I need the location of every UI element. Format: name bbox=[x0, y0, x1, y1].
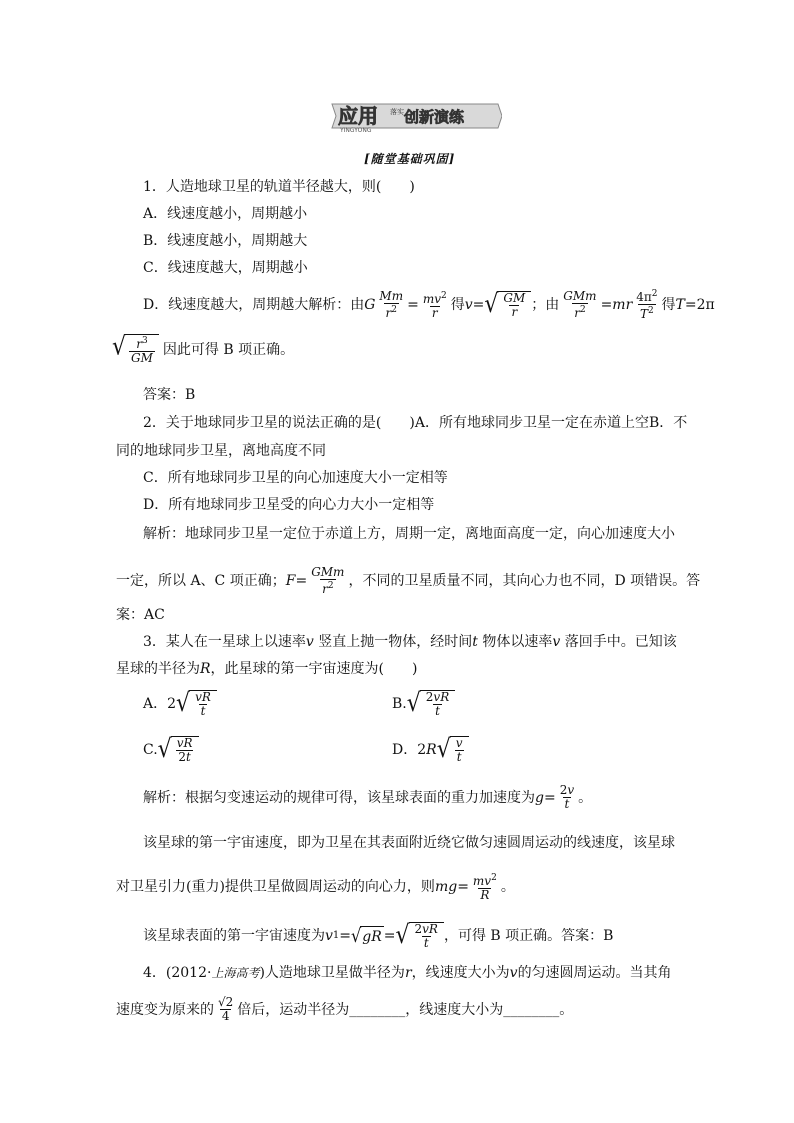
q1-option-d-prefix: D．线速度越大，周期越大解析：由 bbox=[143, 296, 365, 313]
formula-gmm-fraction: $\frac{\text{GMm}}{r^2}$ bbox=[563, 288, 597, 320]
q4-line-1c: ，线速度大小为 bbox=[411, 965, 510, 981]
q3-line-1a: 3．某人在一星球上以速率 bbox=[143, 634, 306, 650]
q2-option-d: D．所有地球同步卫星受的向心力大小一定相等 bbox=[143, 497, 435, 513]
banner-rest-text: 创新演练 bbox=[404, 108, 465, 126]
q3-line-1c: 物体以速率 bbox=[482, 634, 553, 650]
formula-gravity-fraction: $\frac{Mm}{r^2}$ bbox=[379, 288, 404, 320]
q1-conclusion: 因此可得 B 项正确。 bbox=[162, 341, 295, 358]
q3-explanation-3: 对卫星引力(重力)提供卫星做圆周运动的向心力，则 mg = $\frac{mv^2}{R}$ 。 bbox=[116, 873, 515, 902]
q3-explanation-3-text: 对卫星引力(重力)提供卫星做圆周运动的向心力，则 bbox=[116, 879, 435, 895]
section-banner bbox=[330, 100, 502, 132]
banner-small-text: 落实 bbox=[390, 108, 404, 116]
q3-option-b-label: B. bbox=[392, 696, 407, 712]
q3-line-2b: ，此星球的第一宇宙速度为( ) bbox=[210, 661, 418, 677]
q1-answer: 答案：B bbox=[143, 387, 196, 403]
q3-line-2: 星球的半径为R，此星球的第一宇宙速度为( ) bbox=[116, 661, 418, 677]
q3-option-c: C. √ $\frac{vR}{2t}$ bbox=[143, 736, 199, 764]
formula-sqrt2-over-4: $\frac{√2}{4}$ bbox=[218, 995, 234, 1023]
formula-period-fraction: $\frac{4\pi^2}{T^2}$ bbox=[636, 289, 658, 321]
q3-explanation-4a: 该星球表面的第一宇宙速度为 bbox=[143, 928, 325, 944]
formula-period-sqrt: √ $\frac{r^3}{GM}$ bbox=[112, 334, 159, 365]
formula-mg-fraction: $\frac{mv^2}{R}$ bbox=[472, 873, 497, 902]
formula-force-fraction: $\frac{\text{GMm}}{r^2}$ bbox=[311, 565, 345, 596]
q4-line-1b: )人造地球卫星做半径为 bbox=[259, 965, 405, 981]
q3-option-a: A．2 √ $\frac{vR}{t}$ bbox=[143, 690, 217, 718]
q4-line-1a: 4．(2012· bbox=[143, 965, 212, 981]
q3-explanation-1-text: 解析：根据匀变速运动的规律可得，该星球表面的重力加速度为 bbox=[143, 789, 535, 806]
q1-option-a: A．线速度越小，周期越小 bbox=[143, 206, 308, 222]
q1-conclusion-line bbox=[112, 334, 294, 365]
formula-g-fraction: $\frac{2v}{t}$ bbox=[559, 783, 575, 811]
q2-line-1: 2．关于地球同步卫星的说法正确的是( )A．所有地球同步卫星一定在赤道上空B．不 bbox=[143, 415, 688, 431]
q1-stem: 1．人造地球卫星的轨道半径越大，则( ) bbox=[143, 179, 415, 195]
q1-then-1: 得 bbox=[450, 296, 465, 313]
formula-centripetal-fraction: $\frac{mv^2}{r}$ bbox=[422, 290, 447, 320]
q3-option-c-label: C. bbox=[143, 742, 158, 758]
q2-explanation-2: 一定，所以 A、C 项正确； F = $\frac{\text{GMm}}{r^2}$ ，不同的卫星质量不同，其向心力也不同，D 项错误。答 bbox=[116, 565, 701, 596]
q3-line-1b: 竖直上抛一物体，经时间 bbox=[318, 634, 473, 650]
banner-graphic bbox=[330, 100, 502, 132]
q3-line-1: 3．某人在一星球上以速率v 竖直上抛一物体，经时间t 物体以速率v 落回手中。已知该 bbox=[143, 634, 677, 650]
q3-option-d-label: D．2 bbox=[392, 742, 427, 758]
q3-explanation-1: 解析：根据匀变速运动的规律可得，该星球表面的重力加速度为 g = $\frac{2v}{t}$ 。 bbox=[143, 783, 593, 811]
q3-line-2a: 星球的半径为 bbox=[116, 661, 200, 677]
q2-explanation-3: 案：AC bbox=[116, 607, 165, 623]
formula-velocity-sqrt: √ $\frac{GM}{r}$ bbox=[484, 291, 531, 319]
q2-explanation-1: 解析：地球同步卫星一定位于赤道上方，周期一定，离地面高度一定，向心加速度大小 bbox=[143, 526, 675, 542]
q3-explanation-4b: ，可得 B 项正确。答案：B bbox=[443, 928, 614, 944]
q3-option-a-label: A．2 bbox=[143, 696, 177, 712]
q3-explanation-4: 该星球表面的第一宇宙速度为 v 1 = √ gR = √ $\frac{2vR}{t}$ ，可得 B 项正确。答案：B bbox=[143, 921, 614, 950]
q4-line-2 bbox=[116, 996, 573, 1023]
q1-then-2: 得 bbox=[661, 296, 676, 313]
q3-option-d: D．2 R √ $\frac{v}{t}$ bbox=[392, 736, 469, 764]
q2-explanation-2a: 一定，所以 A、C 项正确； bbox=[116, 573, 286, 589]
q4-line-2b: 倍后，运动半径为________，线速度大小为________。 bbox=[237, 1001, 574, 1018]
section-label: [随堂基础巩固] bbox=[364, 152, 456, 166]
q1-option-c: C．线速度越大，周期越小 bbox=[143, 260, 308, 276]
banner-pinyin: YINGYONG bbox=[340, 127, 372, 132]
q4-line-2a: 速度变为原来的 bbox=[116, 1001, 214, 1018]
q1-option-d-line: D．线速度越大，周期越大解析：由 G $\frac{Mm}{r^2}$ = $\frac{mv^2}{r}$ 得 v = √ $\frac{GM}{r}$ ；由 $\frac{\text{GMm}}{r^2}$ = mr $\frac{4\pi^2}{T^2}$ 得 T =2π bbox=[143, 288, 715, 321]
q3-line-1d: 落回手中。已知该 bbox=[564, 634, 677, 650]
q2-option-c: C．所有地球同步卫星的向心加速度大小一定相等 bbox=[143, 470, 448, 486]
q1-semicolon: ；由 bbox=[531, 296, 560, 313]
q4-line-1d: 的匀速圆周运动。当其角 bbox=[517, 965, 672, 981]
q4-source: 上海高考 bbox=[211, 966, 260, 980]
q2-line-2: 同的地球同步卫星，离地高度不同 bbox=[116, 443, 326, 459]
q4-line-1: 4．(2012·上海高考)人造地球卫星做半径为r，线速度大小为v的匀速圆周运动。当其角 bbox=[143, 965, 672, 981]
banner-main-text: 应用 bbox=[338, 104, 378, 128]
q3-explanation-2: 该星球的第一宇宙速度，即为卫星在其表面附近绕它做匀速圆周运动的线速度，该星球 bbox=[143, 835, 675, 851]
q3-option-b: B. √ $\frac{2vR}{t}$ bbox=[392, 690, 455, 718]
q2-explanation-2b: ，不同的卫星质量不同，其向心力也不同，D 项错误。答 bbox=[348, 573, 701, 589]
q1-option-b: B．线速度越小，周期越大 bbox=[143, 233, 308, 249]
